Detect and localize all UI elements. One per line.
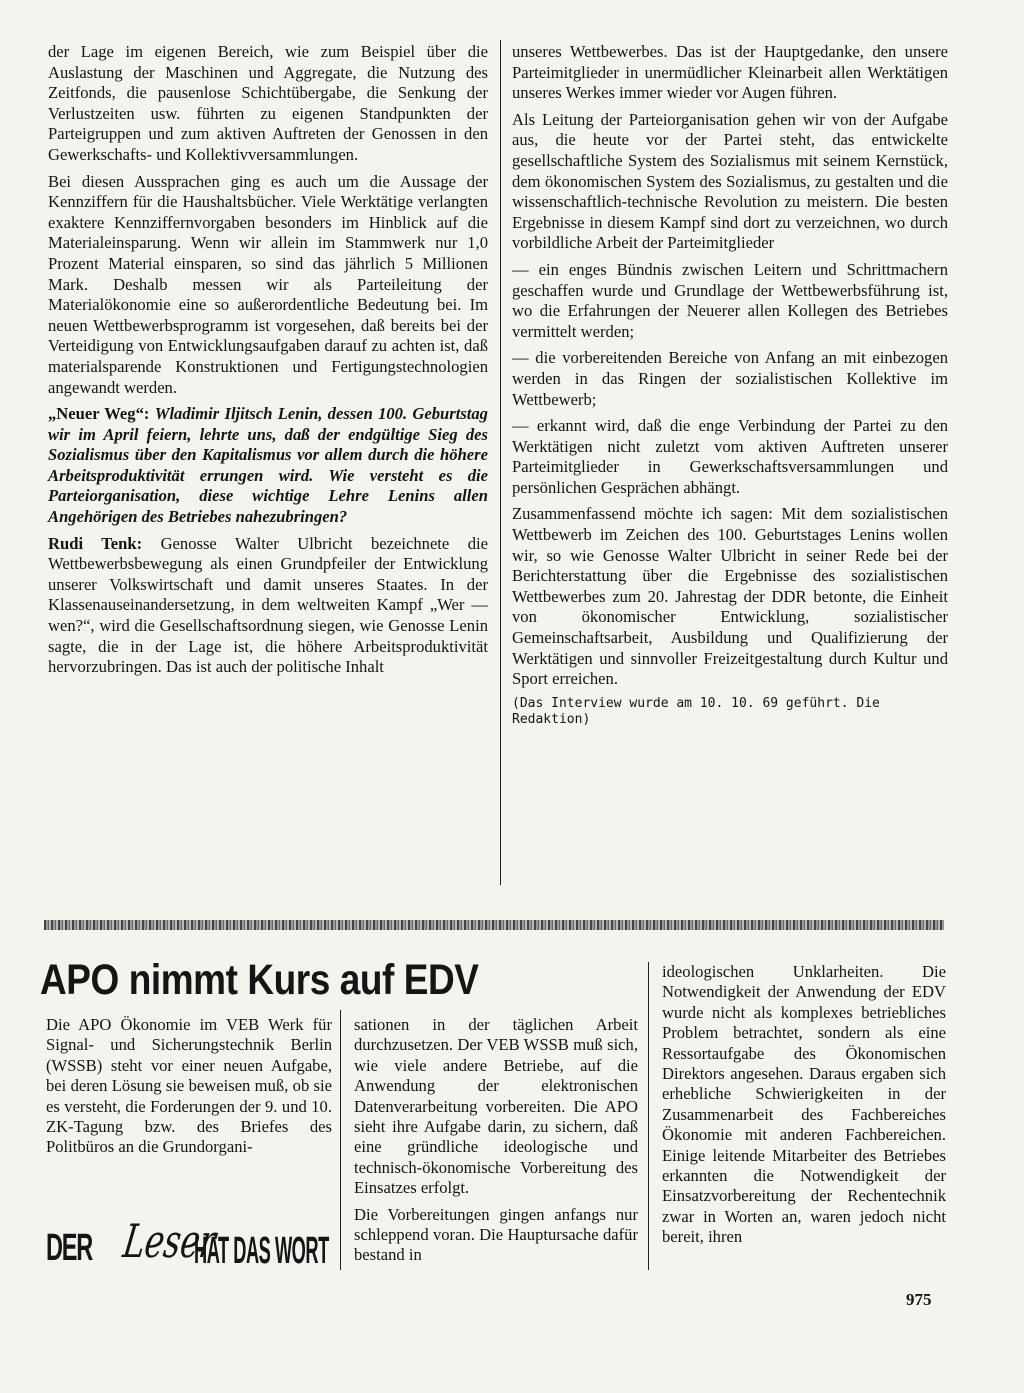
paragraph-right-5: — erkannt wird, daß die enge Verbindung der Partei zu den Werktätigen nicht zuletzt vom aktiven Auftreten unserer Parteimitglieder in Gewerkschaftsversammlungen und persönlichen Gesprächen abhängt.: [512, 416, 948, 497]
rubric-hat-das-wort: HAT DAS WORT: [194, 1230, 329, 1272]
article-left-column: [48, 42, 488, 684]
rubric-leser: Leser: [119, 1214, 220, 1268]
paragraph-right-2: Als Leitung der Parteiorganisation gehen wir von der Aufgabe aus, die heute vor der Partei steht, das entwickelte gesellschaftliche System des Sozialismus mit seinem Kernstück, dem ökonomischen System des Sozialismus, zu gestalten und die wissenschaftlich-technische Revolution zu meistern. Die besten Ergebnisse in diesem Kampf sind dort zu verzeichnen, wo durch vorbildliche Arbeit der Parteimitglieder: [512, 109, 948, 253]
bottom-paragraph-1: Die APO Ökonomie im VEB Werk für Signal- und Sicherungstechnik Berlin (WSSB) steht vor einer neuen Aufgabe, bei deren Lösung sie beweisen muß, ob sie es versteht, die Forderungen der 9. und 10. ZK-Tagung bzw. des Briefes des Politbüros an die Grundorgani-: [46, 1015, 332, 1157]
question-speaker: „Neuer Weg“:: [48, 404, 150, 424]
paragraph-right-4: — die vorbereitenden Bereiche von Anfang an mit einbezogen werden in das Ringen der sozialistischen Kollektive im Wettbewerb;: [512, 348, 948, 409]
paragraph-right-3: — ein enges Bündnis zwischen Leitern und Schrittmachern geschaffen wurde und Grundlage der Wettbewerbsführung ist, wo die Erfahrungen der Neuerer allen Kollegen des Betriebes vermittelt werden;: [512, 259, 948, 341]
section-divider: [44, 920, 944, 930]
column-divider-top: [500, 40, 501, 885]
rubric-logo: [46, 1214, 329, 1278]
column-divider-bottom-1: [340, 1010, 341, 1270]
paragraph-right-1: unseres Wettbewerbes. Das ist der Hauptgedanke, den unsere Parteimitglieder in unermüdlicher Kleinarbeit allen Werktätigen unseres Werkes immer wieder vor Augen führen.: [512, 42, 948, 103]
answer-text: Genosse Walter Ulbricht bezeichnete die Wettbewerbsbewegung als einen Grundpfeiler der Entwicklung unserer Volkswirtschaft und damit unseres Staates. In der Klassenauseinandersetzung, in dem weltweiten Kampf „Wer — wen?“, wird die Gesellschaftsordnung siegen, wie Genosse Lenin sagte, die in der Lage ist, die höhere Arbeitsproduktivität hervorzubringen. Das ist auch der politische Inhalt: [48, 533, 489, 677]
question-text: Wladimir Iljitsch Lenin, dessen 100. Geburtstag wir im April feiern, lehrte uns, daß der endgültige Sieg des Sozialismus über den Kapitalismus vor allem durch die höhere Arbeitsproduktivität errungen wird. Wie versteht es die Parteiorganisation, diese wichtige Lehre Lenins allen Angehörigen des Betriebes nahezubringen?: [48, 404, 488, 527]
bottom-column-3: [662, 962, 946, 1254]
bottom-paragraph-4: ideologischen Unklarheiten. Die Notwendigkeit der Anwendung der EDV wurde nicht als komplexes betriebliches Problem betrachtet, sondern als eine Ressortaufgabe des Ökonomischen Direktors angesehen. Daraus ergaben sich erhebliche Schwierigkeiten in der Zusammenarbeit des Fachbereiches Ökonomie mit anderen Fachbereichen. Einige leitende Mitarbeiter des Betriebes erkannten die Notwendigkeit der Einsatzvorbereitung der Rechentechnik zwar in Worten an, waren jedoch nicht bereit, ihren: [662, 962, 946, 1247]
column-divider-bottom-2: [648, 962, 649, 1270]
paragraph-right-6: Zusammenfassend möchte ich sagen: Mit dem sozialistischen Wettbewerb im Zeichen des 100. Geburtstages Lenins wollen wir, so wie Genosse Walter Ulbricht in seiner Rede bei der Berichterstattung über die Ergebnisse des sozialistischen Wettbewerbes zum 20. Jahrestag der DDR betonte, die Einheit von ökonomischer Entwicklung, sozialistischer Gemeinschaftsarbeit, Ausbildung und Qualifizierung der Werktätigen und sinnvoller Freizeitgestaltung durch Kultur und Sport erreichen.: [512, 504, 948, 689]
interview-question: [48, 404, 488, 528]
bottom-paragraph-3: Die Vorbereitungen gingen anfangs nur schleppend voran. Die Hauptursache dafür bestand in: [354, 1204, 638, 1265]
bottom-column-1: [46, 1015, 332, 1164]
paragraph-1: der Lage im eigenen Bereich, wie zum Beispiel über die Auslastung der Maschinen und Aggregate, die Nutzung des Zeitfonds, die pausenlose Schichtübergabe, die Senkung der Verlustzeiten usw. führten zu eigenen Standpunkten der Parteigruppen und zum aktiven Auftreten der Genossen in den Gewerkschafts- und Kollektivversammlungen.: [48, 42, 488, 164]
page-number: 975: [906, 1290, 932, 1309]
editor-note: (Das Interview wurde am 10. 10. 69 geführt. Die Redaktion): [512, 695, 880, 727]
headline: APO nimmt Kurs auf EDV: [40, 956, 479, 1004]
paragraph-2: Bei diesen Aussprachen ging es auch um die Aussage der Kennziffern für die Haushaltsbücher. Viele Werktätige verlangten exaktere Kennziffernvorgaben besonders im Hinblick auf die Materialeinsparung. Wenn wir allein im Stammwerk nur 1,0 Prozent Material einsparen, so sind das jährlich 5 Millionen Mark. Deshalb messen wir als Parteileitung der Materialökonomie eine so außerordentliche Bedeutung bei. Im neuen Wettbewerbsprogramm ist vorgesehen, daß bereits bei der Verteidigung von Entwicklungsaufgaben darauf zu achten ist, daß materialsparende Konstruktionen und Fertigungstechnologien angewandt werden.: [48, 171, 488, 397]
article-right-column: [512, 42, 948, 734]
answer-speaker: Rudi Tenk:: [48, 533, 143, 553]
interview-answer: [48, 534, 488, 678]
rubric-der: DER: [46, 1226, 93, 1269]
bottom-column-2: [354, 1015, 638, 1272]
bottom-paragraph-2: sationen in der täglichen Arbeit durchzusetzen. Der VEB WSSB muß sich, wie viele andere Betriebe, auf die Anwendung der elektronischen Datenverarbeitung vorbereiten. Die APO sieht ihre Aufgabe darin, zu sichern, daß eine gründliche ideologische und technisch-ökonomische Vorbereitung des Einsatzes erfolgt.: [354, 1015, 638, 1198]
